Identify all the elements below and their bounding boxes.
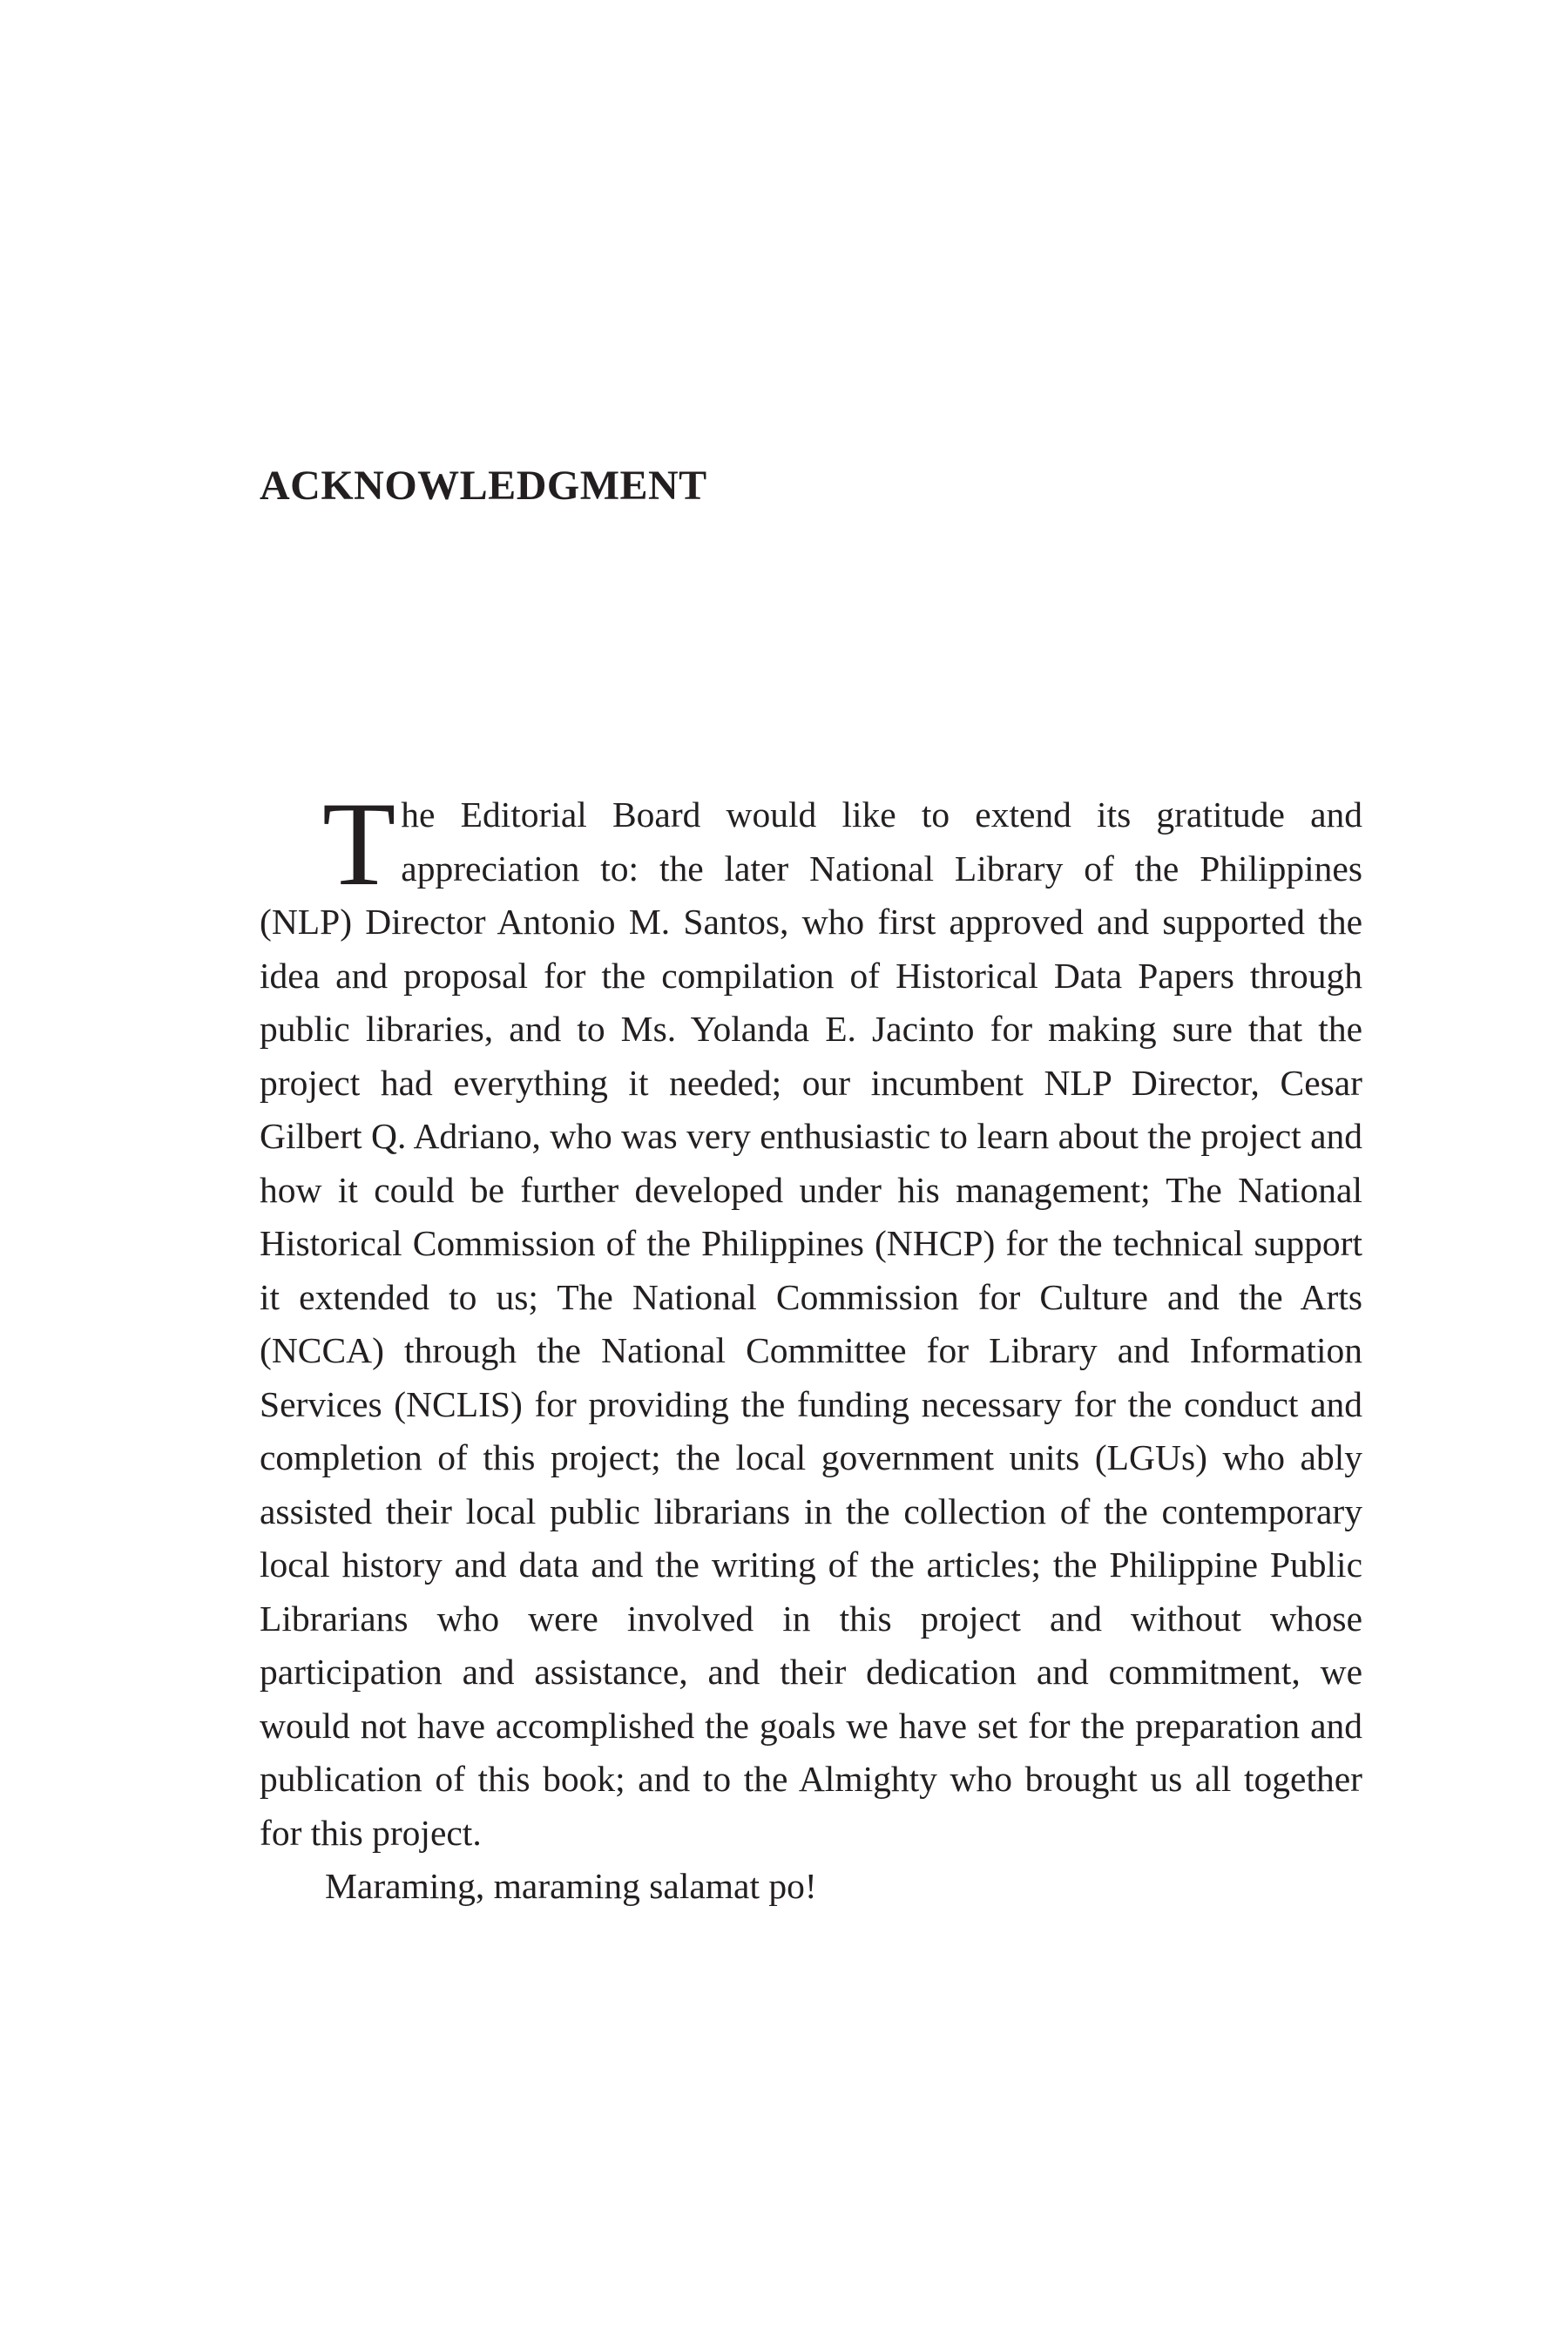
closing-line: Maraming, maraming salamat po! bbox=[325, 1866, 817, 1906]
acknowledgment-body bbox=[260, 777, 1362, 1914]
drop-cap: T bbox=[322, 777, 396, 910]
paragraph-text: he Editorial Board would like to extend its gratitude and appreciation to: the later National Library of the Philippines (NLP) Director Antonio M. Santos, who first approved and supported the idea and proposal for the compilation of Historical Data Papers through public libraries, and to Ms. Yolanda E. Jacinto for making sure that the project had everything it needed; our incumbent NLP Director, Cesar Gilbert Q. Adriano, who was very enthusiastic to learn about the project and how it could be further developed under his management; The National Historical Commission of the Philippines (NHCP) for the technical support it extended to us; The National Commission for Culture and the Arts (NCCA) through the National Committee for Library and Information Services (NCLIS) for providing the funding necessary for the conduct and completion of this project; the local government units (LGUs) who ably assisted their local public librarians in the collection of the contemporary local history and data and the writing of the articles; the Philippine Public Librarians who were involved in this project and without whose participation and assistance, and their dedication and commitment, we would not have accomplished the goals we have set for the preparation and publication of this book; and to the Almighty who brought us all together for this project. bbox=[260, 794, 1362, 1853]
acknowledgment-paragraph bbox=[260, 777, 1362, 1860]
page-heading: ACKNOWLEDGMENT bbox=[260, 463, 707, 509]
